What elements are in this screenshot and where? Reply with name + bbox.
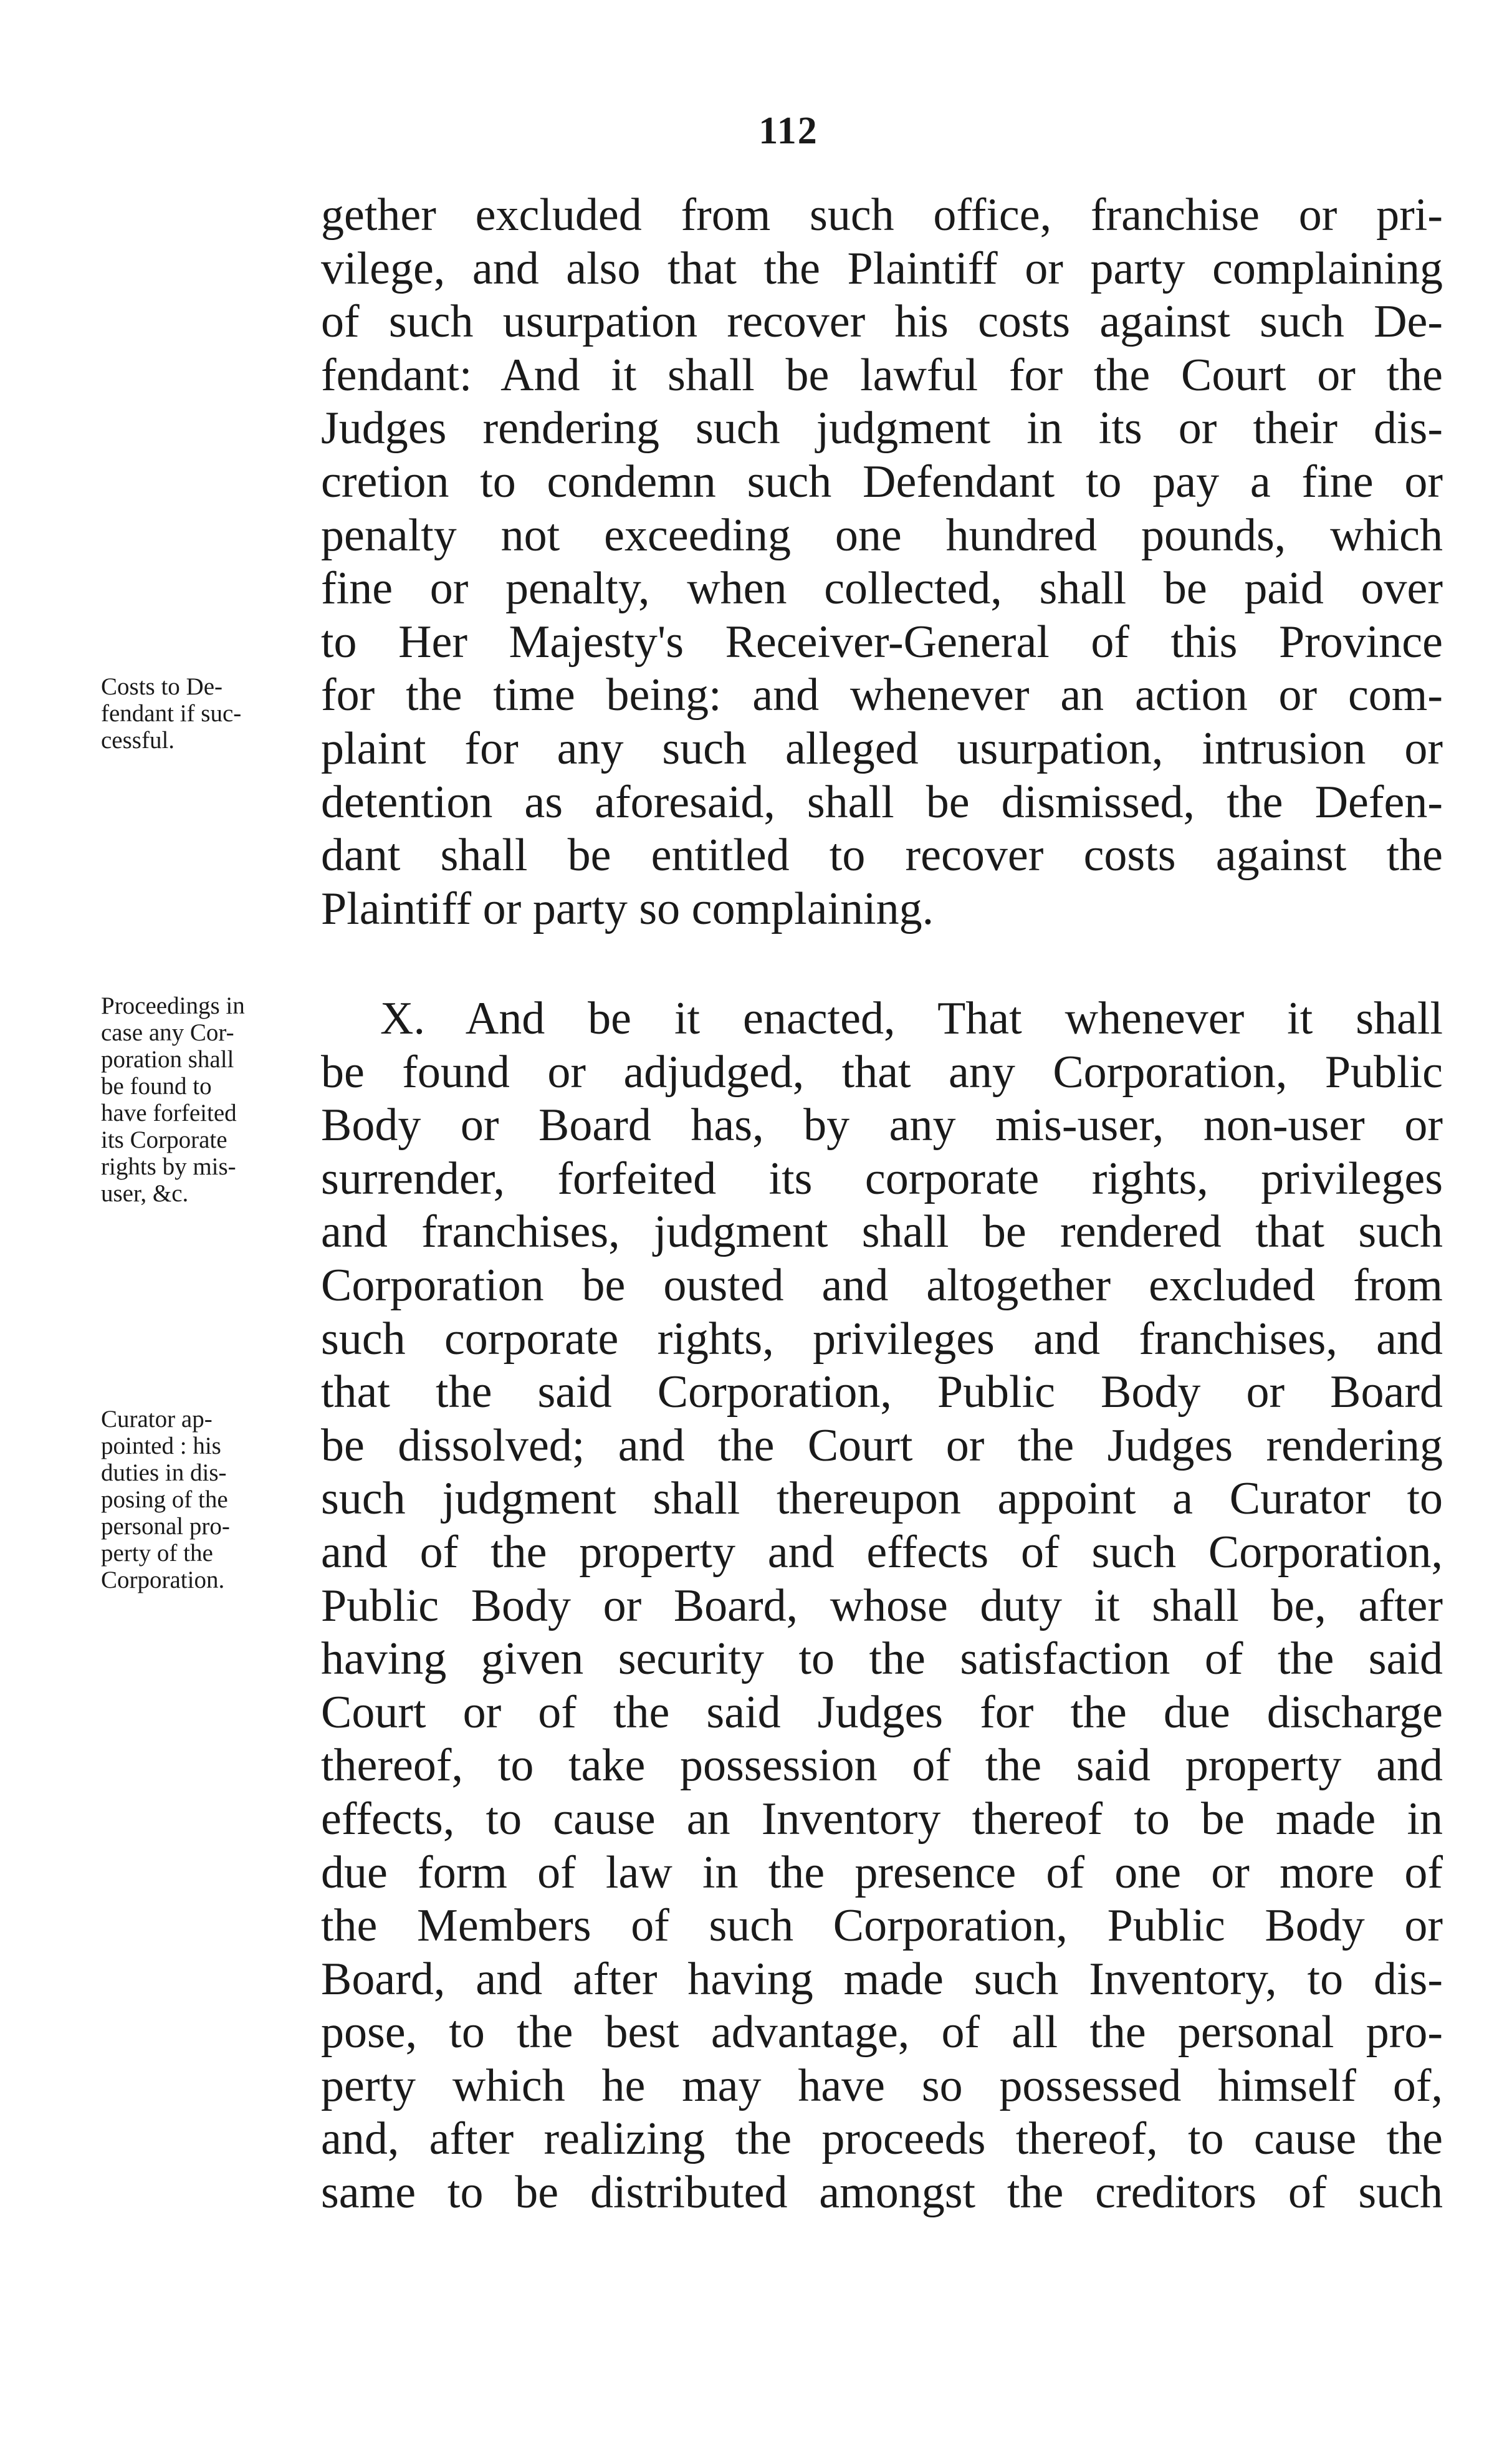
- text-line: Board, and after having made such Inventory, to dis-: [321, 1953, 1443, 2005]
- text-line: that the said Corporation, Public Body or Board: [321, 1366, 1443, 1418]
- sidenote-costs: [101, 673, 332, 754]
- text-line: cretion to condemn such Defendant to pay a fine or: [321, 456, 1443, 507]
- body-paragraph-section-x: [321, 992, 1443, 2220]
- text-line: effects, to cause an Inventory thereof to be made in: [321, 1793, 1443, 1845]
- sidenote-line: its Corporate: [101, 1126, 227, 1153]
- text-line: Corporation be ousted and altogether excluded from: [321, 1259, 1443, 1311]
- page-number: 112: [758, 110, 818, 152]
- sidenote-line: Curator ap-: [101, 1406, 213, 1433]
- sidenote-line: user, &c.: [101, 1180, 189, 1207]
- sidenote-line: case any Cor-: [101, 1019, 234, 1046]
- sidenote-line: poration shall: [101, 1046, 234, 1073]
- sidenote-line: rights by mis-: [101, 1153, 236, 1180]
- sidenote-line: Proceedings in: [101, 992, 245, 1019]
- sidenote-line: have forfeited: [101, 1100, 237, 1126]
- text-line: perty which he may have so possessed himself of,: [321, 2060, 1443, 2111]
- text-line: fine or penalty, when collected, shall be paid over: [321, 563, 1443, 615]
- text-line: of such usurpation recover his costs against such De-: [321, 296, 1443, 348]
- sidenote-line: perty of the: [101, 1540, 213, 1567]
- text-line: for the time being: and whenever an action or com-: [321, 670, 1443, 721]
- text-line: penalty not exceeding one hundred pounds, which: [321, 509, 1443, 561]
- text-line: gether excluded from such office, franchise or pri-: [321, 190, 1443, 241]
- text-line: the Members of such Corporation, Public Body or: [321, 1900, 1443, 1952]
- sidenote-line: Costs to De-: [101, 673, 222, 700]
- text-line: X. And be it enacted, That whenever it shall: [380, 993, 1443, 1044]
- sidenote-line: cessful.: [101, 727, 175, 754]
- sidenote-line: posing of the: [101, 1486, 228, 1513]
- text-line: such corporate rights, privileges and franchises, and: [321, 1313, 1443, 1365]
- sidenote-line: personal pro-: [101, 1513, 230, 1540]
- text-line: Court or of the said Judges for the due discharge: [321, 1686, 1443, 1738]
- sidenote-curator: [101, 1406, 332, 1593]
- body-paragraph-continuation: [321, 189, 1443, 936]
- text-line: Plaintiff or party so complaining.: [321, 883, 934, 934]
- sidenote-line: be found to: [101, 1073, 212, 1100]
- text-line: dant shall be entitled to recover costs against the: [321, 830, 1443, 881]
- text-line: pose, to the best advantage, of all the personal pro-: [321, 2007, 1443, 2058]
- text-line: to Her Majesty's Receiver-General of this Province: [321, 616, 1443, 668]
- text-line: such judgment shall thereupon appoint a Curator to: [321, 1473, 1443, 1525]
- text-line: detention as aforesaid, shall be dismissed, the Defen-: [321, 776, 1443, 828]
- text-line: plaint for any such alleged usurpation, intrusion or: [321, 723, 1443, 774]
- text-line: Public Body or Board, whose duty it shall be, after: [321, 1580, 1443, 1631]
- text-line: and, after realizing the proceeds thereof, to cause the: [321, 2113, 1443, 2165]
- text-line: be found or adjudged, that any Corporation, Public: [321, 1046, 1443, 1098]
- text-line: fendant: And it shall be lawful for the Court or the: [321, 349, 1443, 401]
- text-line: vilege, and also that the Plaintiff or party complaining: [321, 242, 1443, 294]
- sidenote-proceedings: [101, 992, 332, 1207]
- text-line: Body or Board has, by any mis-user, non-user or: [321, 1100, 1443, 1151]
- sidenote-line: fendant if suc-: [101, 700, 242, 727]
- text-line: and franchises, judgment shall be rendered that such: [321, 1206, 1443, 1258]
- text-line: thereof, to take possession of the said property and: [321, 1740, 1443, 1792]
- text-line: having given security to the satisfaction of the said: [321, 1633, 1443, 1685]
- sidenote-line: Corporation.: [101, 1567, 225, 1593]
- sidenote-line: pointed : his: [101, 1433, 221, 1459]
- text-line: be dissolved; and the Court or the Judges rendering: [321, 1419, 1443, 1471]
- text-line: due form of law in the presence of one or more of: [321, 1846, 1443, 1898]
- text-line: surrender, forfeited its corporate rights, privileges: [321, 1153, 1443, 1204]
- text-line: same to be distributed amongst the creditors of such: [321, 2167, 1443, 2219]
- sidenote-line: duties in dis-: [101, 1459, 227, 1486]
- text-line: Judges rendering such judgment in its or their dis-: [321, 403, 1443, 454]
- text-line: and of the property and effects of such Corporation,: [321, 1526, 1443, 1578]
